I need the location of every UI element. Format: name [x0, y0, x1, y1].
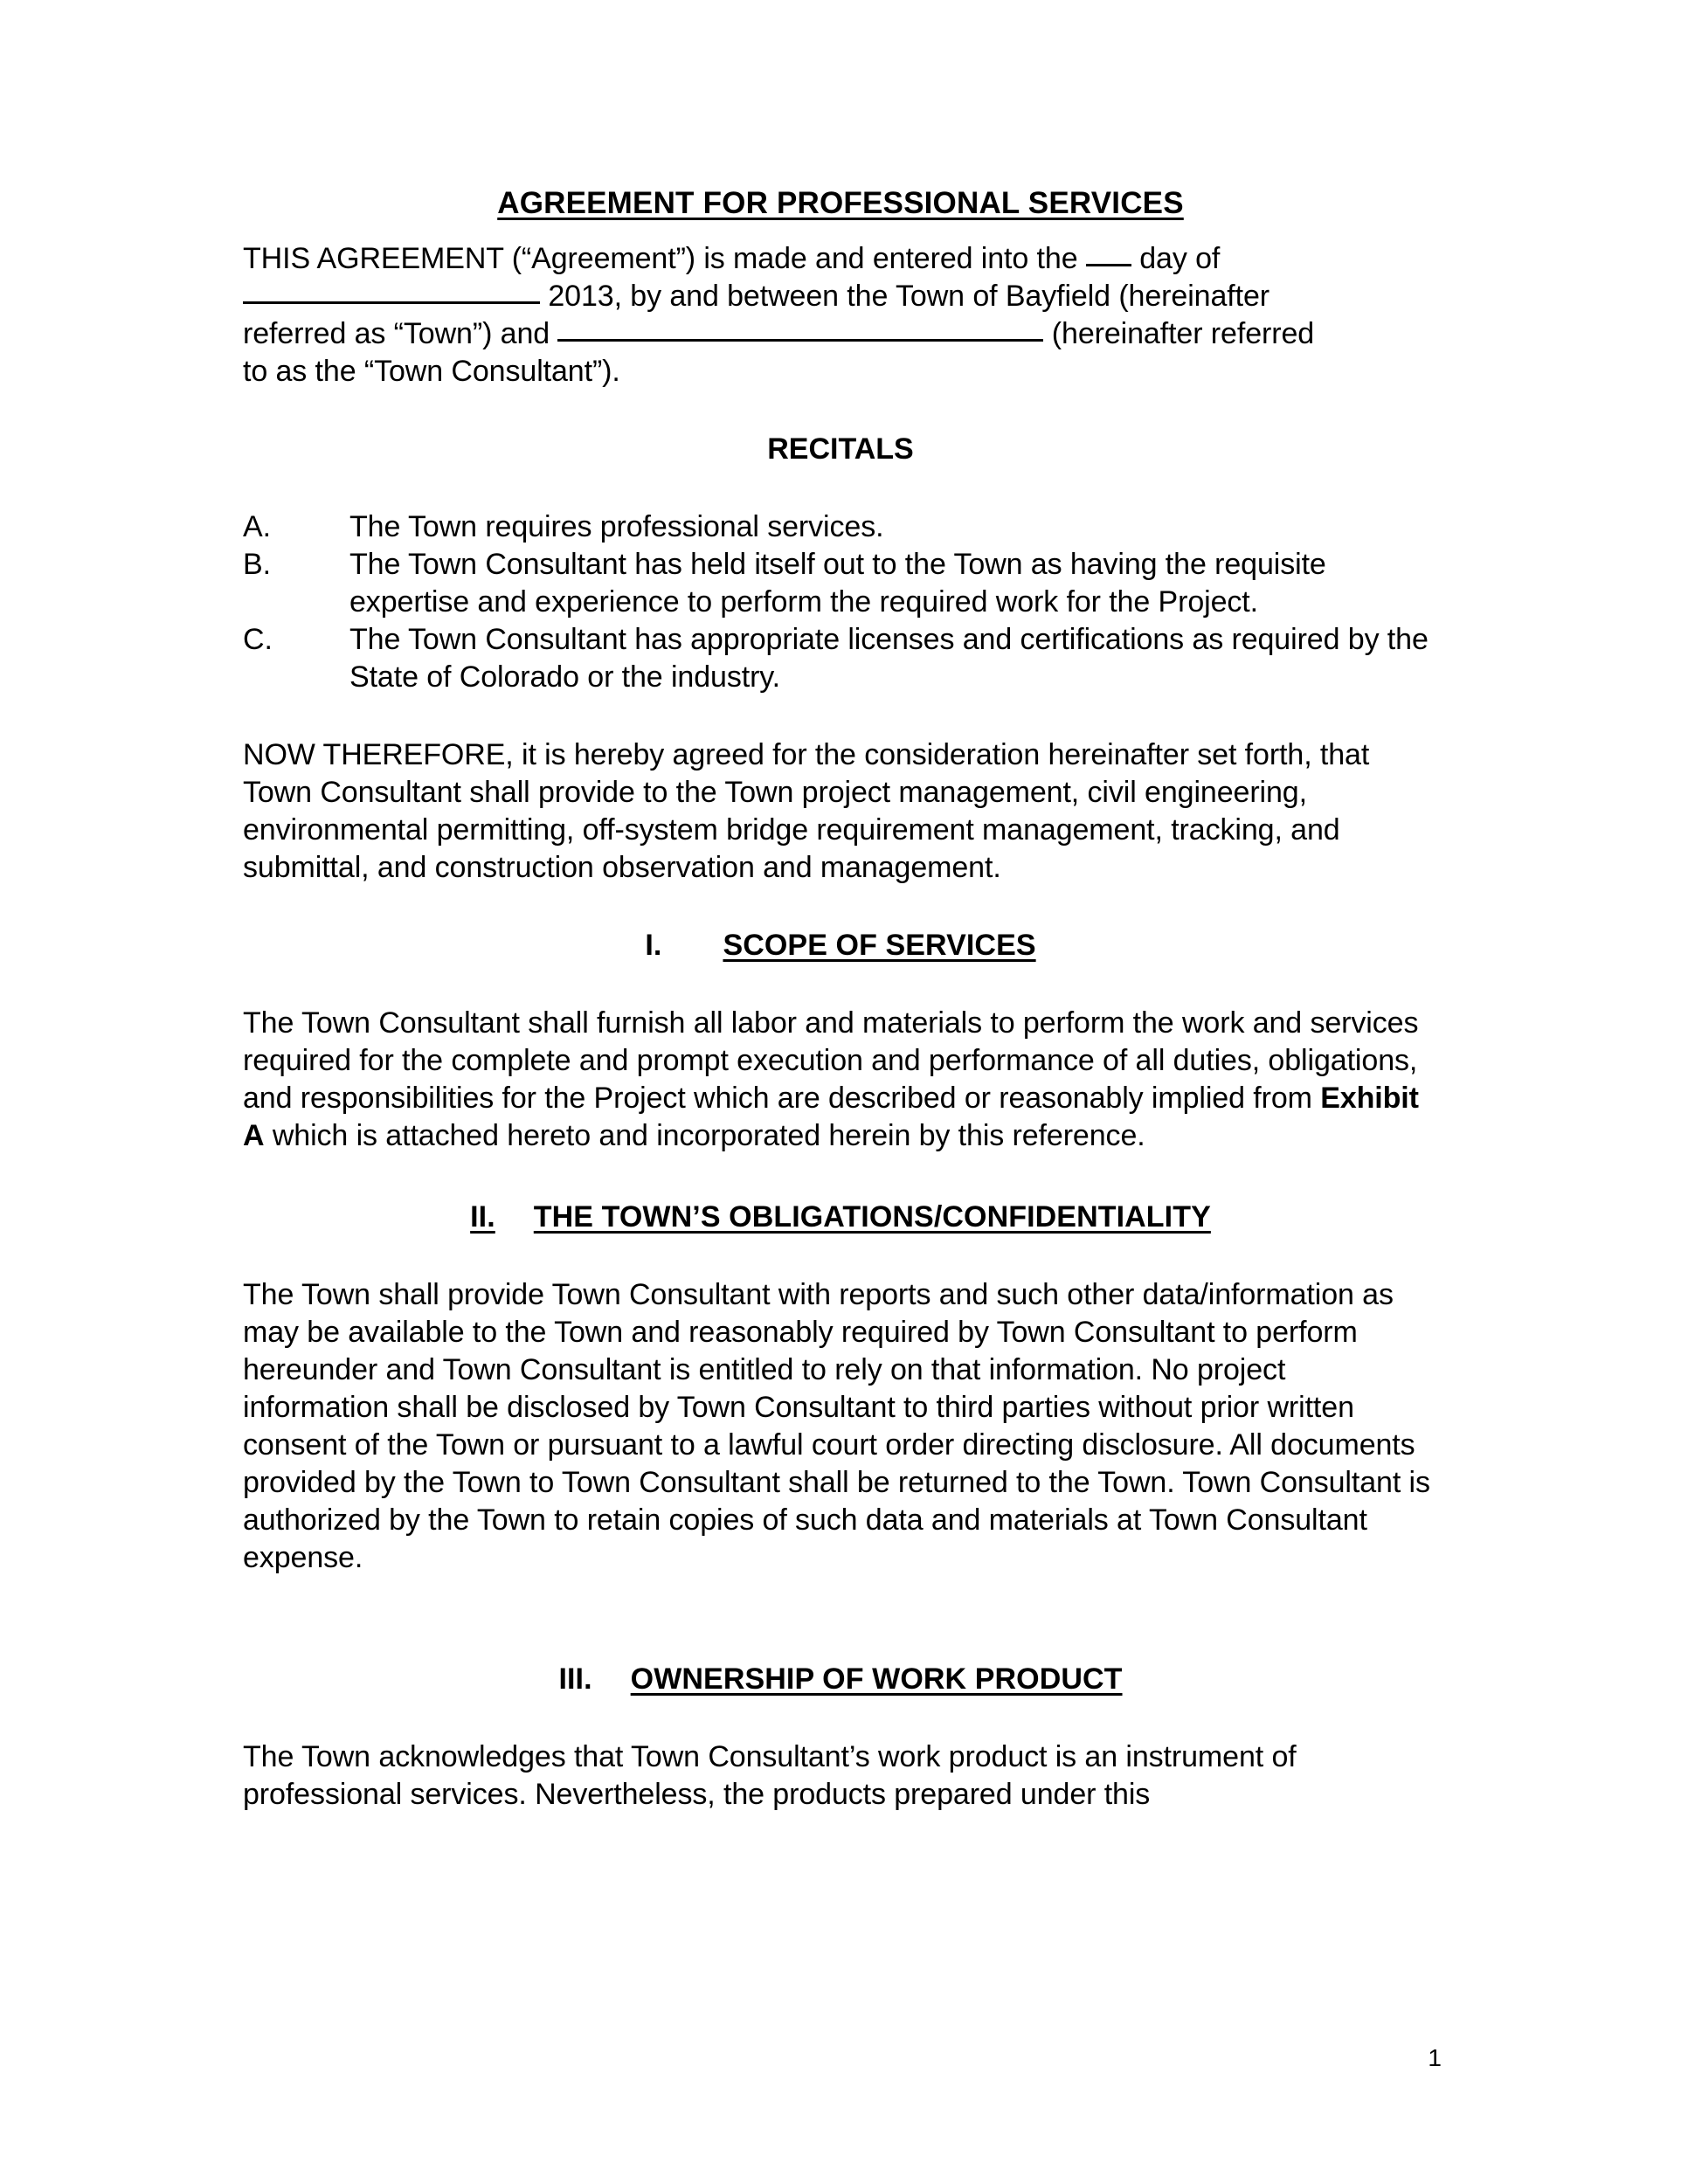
recital-item: [243, 508, 1438, 546]
section-title: OWNERSHIP OF WORK PRODUCT: [630, 1662, 1123, 1697]
spacer: [243, 1621, 1438, 1661]
section-numeral: I.: [645, 929, 662, 963]
preamble-line3-a: referred as “Town”) and: [243, 317, 550, 351]
section-heading-scope-of-services: [243, 927, 1438, 964]
recital-text: The Town Consultant has held itself out to the Town as having the requisite expertise and experience to perform the required work for the Project.: [349, 548, 1326, 619]
recital-letter: B.: [243, 548, 271, 582]
recital-item: [243, 546, 1438, 621]
now-therefore-paragraph: NOW THEREFORE, it is hereby agreed for the consideration hereinafter set forth, that Town Consultant shall provide to the Town project management, civil engineering, environmental permitting, off-system bridge requirement management, tracking, and submittal, and construction observation and management.: [243, 738, 1370, 885]
preamble-line1-a: THIS AGREEMENT (“Agreement”) is made and entered into the: [243, 242, 1078, 276]
recital-letter: A.: [243, 510, 271, 544]
section-body-part1: The Town Consultant shall furnish all labor and materials to perform the work and services required for the complete and prompt execution and performance of all duties, obligations, and responsibilities for the Project which are described or reasonably implied from: [243, 1006, 1419, 1116]
section-body-town-obligations: The Town shall provide Town Consultant with reports and such other data/information as may be available to the Town and reasonably required by Town Consultant to perform hereunder and Town Consultant is entitled to rely on that information. No project information shall be disclosed by Town Consultant to third parties without prior written consent of the Town or pursuant to a lawful court order directing disclosure. All documents provided by the Town to Town Consultant shall be returned to the Town. Town Consultant is authorized by the Town to retain copies of such data and materials at Town Consultant expense.: [243, 1278, 1430, 1575]
spacer: [243, 1236, 1438, 1276]
spacer: [243, 887, 1438, 927]
spacer: [243, 1698, 1438, 1738]
blank-day-field[interactable]: [1086, 264, 1131, 266]
section-numeral: II.: [470, 1200, 495, 1234]
preamble-line3-b: (hereinafter referred: [1051, 317, 1315, 351]
section-title: THE TOWN’S OBLIGATIONS/CONFIDENTIALITY: [533, 1200, 1211, 1234]
recital-letter: C.: [243, 623, 273, 657]
blank-month-field[interactable]: [243, 301, 540, 304]
recital-text: The Town Consultant has appropriate licenses and certifications as required by the State of Colorado or the industry.: [349, 623, 1429, 695]
recitals-list: [243, 508, 1438, 696]
section-heading-town-obligations: [243, 1199, 1438, 1236]
exhibit-a-reference: Exhibit A: [243, 1082, 1419, 1153]
section-title: SCOPE OF SERVICES: [723, 929, 1036, 963]
recitals-heading-text: RECITALS: [767, 432, 914, 467]
spacer: [243, 1155, 1438, 1199]
preamble-line2-b: 2013, by and between the Town of Bayfield (hereinafter: [548, 280, 1270, 314]
page-number: 1: [1428, 2044, 1442, 2071]
preamble-line4: to as the “Town Consultant”).: [243, 355, 620, 389]
section-numeral: III.: [558, 1662, 592, 1697]
page-title-text: AGREEMENT FOR PROFESSIONAL SERVICES: [497, 186, 1184, 220]
spacer: [243, 390, 1438, 431]
spacer: [243, 964, 1438, 1005]
recital-item: [243, 621, 1438, 696]
page-title: [243, 185, 1438, 221]
spacer: [243, 696, 1438, 736]
section-body-part2: which is attached hereto and incorporated herein by this reference.: [264, 1119, 1145, 1153]
preamble-line1-b: day of: [1139, 242, 1221, 276]
spacer: [243, 1577, 1438, 1621]
blank-consultant-name-field[interactable]: [557, 339, 1043, 342]
spacer: [243, 468, 1438, 508]
recitals-heading: [243, 431, 1438, 468]
preamble-paragraph: [243, 240, 1438, 390]
recital-text: The Town requires professional services.: [349, 510, 884, 544]
section-heading-ownership-of-work-product: [243, 1661, 1438, 1698]
document-content: [243, 185, 1438, 1814]
section-body-scope-of-services: [243, 1005, 1438, 1155]
section-body-ownership-of-work-product: The Town acknowledges that Town Consultant’s work product is an instrument of professional services. Nevertheless, the products prepared under this: [243, 1740, 1297, 1812]
